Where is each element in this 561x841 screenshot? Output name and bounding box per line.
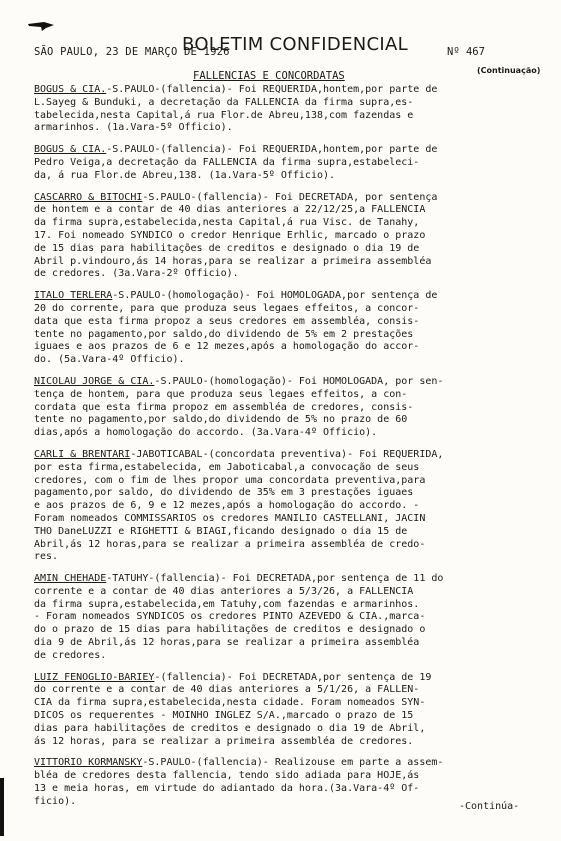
notice-line [34,539,544,552]
notice-entry [34,376,544,440]
notice-text: ás 12 horas, para se realizar a primeira assembléa de credores. [34,735,414,747]
notice-line [34,170,544,183]
ink-mark-icon [28,16,54,26]
notice-text: corrente e a contar de 40 dias anteriores a 5/3/26, a FALLENCIA [34,585,414,597]
notice-text: -TATUHY-(fallencia)- Foi DECRETADA,por sentença de 11 do [106,573,444,585]
notice-line [34,316,544,329]
notice-text: de hontem e a contar de 40 dias anteriores a 22/12/25,a FALLENCIA [34,204,426,216]
notice-text: da firma supra,estabelecida,em Tatuhy,com fazendas e armarinhos. [34,598,420,610]
notice-text: -S.PAULO-(fallencia)- Foi REQUERIDA,hontem,por parte de [106,84,438,95]
notice-text: tabelecida,nesta Capital,á rua Flor.de Abreu,138,com fazendas e [34,109,414,121]
notice-line [34,122,544,135]
notice-text: dias,após a homologação do accordo. (3a.Vara-4º Officio). [34,427,378,439]
notice-line [34,736,544,749]
notice-text: tente no pagamento,por saldo,do dividendo de 5% em 2 prestações [34,328,414,340]
notice-line [34,414,544,427]
notice-party: CASCARRO & BITOCHI [34,191,143,203]
notice-text: cordata que esta firma propoz em assembléa de credores, consis- [34,401,414,413]
bulletin-number: Nº 467 [447,46,485,58]
notice-entry [34,84,544,135]
notice-line [34,573,544,586]
notice-text: -S.PAULO-(homologação)- Foi HOMOLOGADA, por sen- [154,375,444,387]
notice-line [34,586,544,599]
notice-party: AMIN CHEHADE [34,573,107,585]
notice-line [34,256,544,269]
continues-label: -Continúa- [459,801,520,812]
notice-text: DICOS os requerentes - MOINHO INGLEZ S/A.,marcado o prazo de 15 [34,710,414,722]
notice-party: CARLI & BRENTARI [34,448,131,460]
notice-text: da firma supra,estabelecida,nesta Capital,á rua Visc. de Tanahy, [34,217,420,229]
notice-text: da, á rua Flor.de Abreu,138. (1a.Vara-5º Officio). [34,169,336,181]
notice-party: VITTORIO KORMANSKY [34,757,143,769]
notice-text: -S.PAULO-(fallencia)- Foi DECRETADA, por sentença [142,191,438,203]
notice-entry [34,672,544,749]
notice-line [34,268,544,281]
notice-line [34,97,544,110]
notice-entry [34,290,544,367]
notice-line [34,487,544,500]
notice-text: tente no pagamento,por saldo,do dividendo de 5% no prazo de 60 [34,414,408,426]
notice-text: do corrente e a contar de 40 dias anteriores a 5/1/26, a FALLEN- [34,684,420,696]
notice-text: 17. Foi nomeado SYNDICO o credor Henrique Erhlic, marcado o prazo [34,229,426,241]
notice-line [34,354,544,367]
notice-line [34,723,544,736]
notice-text: Pedro Veiga,a decretação da FALLENCIA da firma supra,estabeleci- [34,156,420,168]
notice-text: ficio). [34,795,77,807]
notice-text: do o prazo de 15 dias para habilitações de creditos e designado o [34,624,426,636]
notice-party: BOGUS & CIA. [34,84,107,95]
entries-list [34,84,544,818]
notice-line [34,341,544,354]
notice-line [34,710,544,723]
notice-line [34,84,544,97]
notice-line [34,144,544,157]
notice-line [34,611,544,624]
notice-line [34,637,544,650]
notice-party: LUIZ FENOGLIO-BARIEY [34,671,155,683]
notice-text: dias para habilitações de creditos e designado o dia 19 de Abril, [34,722,426,734]
notice-text: de credores. (3a.Vara-2º Officio). [34,268,239,280]
notice-line [34,650,544,663]
notice-line [34,599,544,612]
notice-text: pagamento,por saldo, do dividendo de 35% em 3 prestações iguaes [34,487,414,499]
notice-text: bléa de credores desta fallencia, tendo sido adiada para HOJE,ás [34,770,420,782]
notice-line [34,329,544,342]
notice-line [34,427,544,440]
notice-line [34,449,544,462]
notice-line [34,770,544,783]
notice-text: res. [34,551,59,563]
notice-text: -S.PAULO-(fallencia)- Foi REQUERIDA,hontem,por parte de [106,144,438,156]
notice-line [34,757,544,770]
notice-text: 13 e meia horas, em virtude do adiantado da hora.(3a.Vara-4º Of- [34,783,420,795]
notice-line [34,157,544,170]
notice-entry [34,192,544,282]
notice-text: tença de hontem, para que produza seus legaes effeitos, a con- [34,388,408,400]
notice-line [34,684,544,697]
notice-line [34,204,544,217]
notice-line [34,217,544,230]
notice-line [34,290,544,303]
notice-line [34,672,544,685]
notice-line [34,462,544,475]
margin-mark [0,778,4,836]
notice-line [34,513,544,526]
notice-line [34,303,544,316]
notice-entry [34,573,544,663]
notice-text: armarinhos. (1a.Vara-5º Officio). [34,122,233,134]
notice-entry [34,144,544,182]
notice-text: e aos prazos de 6, 9 e 12 mezes,após a homologação do accordo. - [34,500,420,512]
bulletin-title: BOLETIM CONFIDENCIAL [182,34,408,55]
notice-text: dia 9 de Abril,ás 12 horas,para se realizar a primeira assembléa [34,637,420,649]
page-header [32,34,542,68]
notice-line [34,389,544,402]
notice-text: Abril,ás 12 horas,para se realizar a primeira assembléa de credo- [34,538,426,550]
notice-text: de 15 dias para habilitações de creditos e designado o dia 19 de [34,242,420,254]
notice-line [34,783,544,796]
notice-line [34,230,544,243]
notice-text: Abril p.vindouro,ás 14 horas,para se realizar a primeira assembléa [34,255,432,267]
notice-text: -JABOTICABAL-(concordata preventiva)- Foi REQUERIDA, [130,448,444,460]
notice-text: -(fallencia)- Foi DECRETADA,por sentença de 19 [154,671,432,683]
notice-text: CIA da firma supra,estabelecida,nesta cidade. Foram nomeados SYN- [34,697,426,709]
notice-text: data que esta firma propoz a seus credores em assembléa, consis- [34,315,420,327]
notice-entry [34,449,544,564]
notice-line [34,376,544,389]
notice-line [34,500,544,513]
notice-line [34,402,544,415]
notice-text: por esta firma,estabelecida, em Jaboticabal,a convocação de seus [34,461,420,473]
notice-line [34,697,544,710]
notice-line [34,475,544,488]
notice-text: Foram nomeados COMMISSARIOS os credores MANILIO CASTELLANI, JACIN [34,512,426,524]
notice-party: NICOLAU JORGE & CIA. [34,375,155,387]
notice-text: -S.PAULO-(fallencia)- Realizouse em parte a assem- [142,757,444,769]
notice-text: -S.PAULO-(homologação)- Foi HOMOLOGADA,por sentença de [112,290,438,302]
notice-text: iguaes e aos prazos de 6 e 12 mezes,após a homologação do accor- [34,341,420,353]
notice-line [34,192,544,205]
notice-text: 20 do corrente, para que produza seus legaes effeitos, a concor- [34,302,420,314]
notice-text: do. (5a.Vara-4º Officio). [34,354,185,366]
notice-text: credores, com o fim de lhes propor uma concordata preventiva,para [34,474,426,486]
continuation-label: (Continuação) [477,66,541,75]
section-title: FALLENCIAS E CONCORDATAS [193,70,345,82]
notice-party: ITALO TERLERA [34,290,113,302]
notice-text: de credores. [34,649,107,661]
notice-line [34,526,544,539]
notice-line [34,624,544,637]
notice-text: - Foram nomeados SYNDICOS os credores PINTO AZEVEDO & CIA.,marca- [34,611,426,623]
notice-party: BOGUS & CIA. [34,144,107,156]
notice-text: L.Sayeg & Bunduki, a decretação da FALLENCIA da firma supra,es- [34,96,414,108]
notice-line [34,551,544,564]
notice-line [34,243,544,256]
notice-line [34,110,544,123]
notice-text: THO DaneLUZZI e RIGHETTI & BIAGI,ficando designado o dia 15 de [34,525,408,537]
place-date: SÃO PAULO, 23 DE MARÇO DE 1926 [34,46,230,58]
